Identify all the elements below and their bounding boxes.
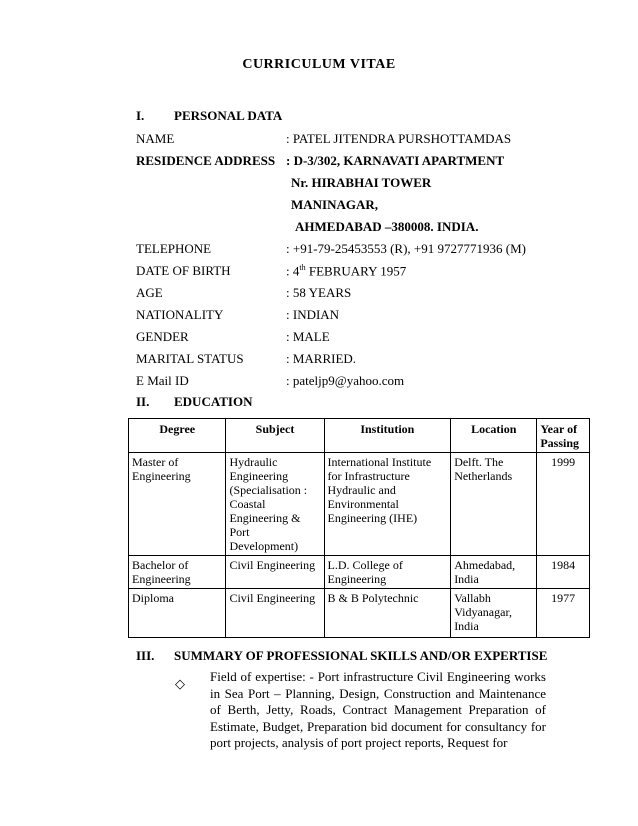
age-label: AGE <box>136 285 163 300</box>
address-line-4: AHMEDABAD –380008. INDIA. <box>295 219 479 234</box>
cell-degree: Bachelor of Engineering <box>129 556 226 589</box>
cell-year: 1999 <box>537 453 590 556</box>
dob-value <box>286 263 406 279</box>
cell-subject: Civil Engineering <box>226 556 324 589</box>
section-2-number: II. <box>136 394 150 409</box>
section-3-title: SUMMARY OF PROFESSIONAL SKILLS AND/OR EXPERTISE <box>174 648 548 663</box>
cell-year: 1977 <box>537 589 590 638</box>
document-title: CURRICULUM VITAE <box>242 57 396 72</box>
section-1-title: PERSONAL DATA <box>174 108 283 123</box>
gender-value: : MALE <box>286 329 330 344</box>
name-label: NAME <box>136 131 175 146</box>
address-line-2: Nr. HIRABHAI TOWER <box>291 175 432 190</box>
table-row <box>129 556 590 589</box>
marital-status-value: : MARRIED. <box>286 351 357 366</box>
education-table <box>128 418 590 638</box>
cell-degree: Master of Engineering <box>129 453 226 556</box>
dob-label: DATE OF BIRTH <box>136 263 231 278</box>
telephone-label: TELEPHONE <box>136 241 212 256</box>
diamond-bullet-icon: ◇ <box>175 676 185 691</box>
cell-location: Ahmedabad, India <box>451 556 537 589</box>
telephone-value: : +91-79-25453553 (R), +91 9727771936 (M) <box>286 241 526 256</box>
address-label: RESIDENCE ADDRESS <box>136 153 276 168</box>
education-header-row <box>129 419 590 453</box>
header-subject: Subject <box>226 419 324 453</box>
nationality-label: NATIONALITY <box>136 307 224 322</box>
dob-superscript: th <box>299 263 306 272</box>
email-value: : pateljp9@yahoo.com <box>286 373 405 388</box>
header-degree: Degree <box>129 419 226 453</box>
header-location: Location <box>451 419 537 453</box>
address-line-3: MANINAGAR, <box>291 197 379 212</box>
nationality-value: : INDIAN <box>286 307 340 322</box>
dob-suffix: FEBRUARY 1957 <box>305 263 407 279</box>
cell-institution: International Institute for Infrastructure Hydraulic and Environmental Engineering (IHE) <box>324 453 451 556</box>
table-row <box>129 589 590 638</box>
section-2-title: EDUCATION <box>174 394 253 409</box>
gender-label: GENDER <box>136 329 189 344</box>
cell-degree: Diploma <box>129 589 226 638</box>
header-institution: Institution <box>324 419 451 453</box>
cell-subject: Hydraulic Engineering (Specialisation : Coastal Engineering & Port Development) <box>226 453 324 556</box>
dob-prefix: : 4 <box>286 263 300 279</box>
age-value: : 58 YEARS <box>286 285 352 300</box>
table-row <box>129 453 590 556</box>
cell-subject: Civil Engineering <box>226 589 324 638</box>
cell-location: Delft. The Netherlands <box>451 453 537 556</box>
skills-paragraph: Field of expertise: - Port infrastructure Civil Engineering works in Sea Port – Planning, Design, Construction and Maintenance of Berth, Jetty, Roads, Contract Management Preparation of Estimate, Budget, Preparation bid document for consultancy for port projects, analysis of port project reports, Request for <box>210 669 546 750</box>
address-line-1: : D-3/302, KARNAVATI APARTMENT <box>286 153 505 168</box>
cell-institution: L.D. College of Engineering <box>324 556 451 589</box>
marital-status-label: MARITAL STATUS <box>136 351 244 366</box>
section-1-number: I. <box>136 108 145 123</box>
email-label: E Mail ID <box>136 373 189 388</box>
section-3-number: III. <box>136 648 155 663</box>
name-value: : PATEL JITENDRA PURSHOTTAMDAS <box>286 131 512 146</box>
cell-year: 1984 <box>537 556 590 589</box>
cell-institution: B & B Polytechnic <box>324 589 451 638</box>
header-year: Year of Passing <box>537 419 590 453</box>
cell-location: Vallabh Vidyanagar, India <box>451 589 537 638</box>
